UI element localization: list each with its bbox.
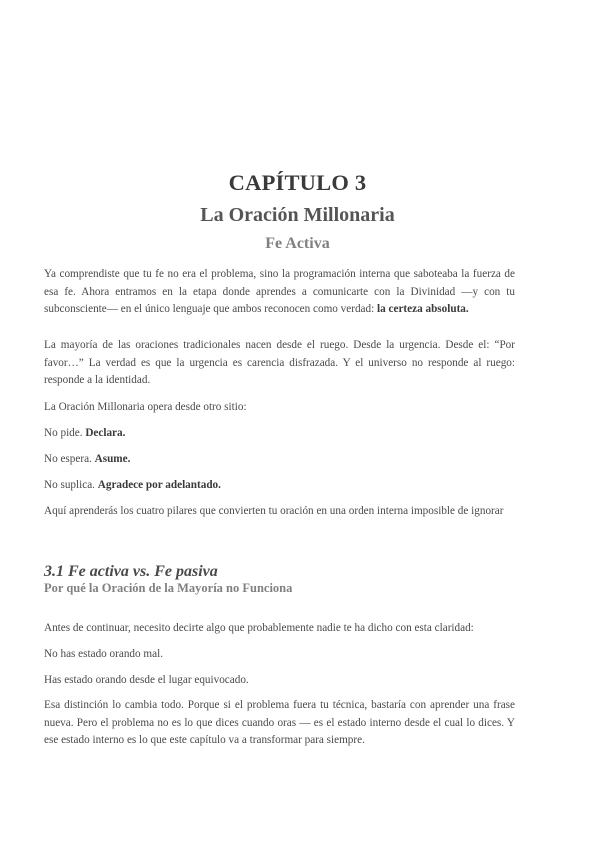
chapter-number: CAPÍTULO 3 bbox=[228, 170, 367, 195]
intro-paragraph-7 bbox=[44, 503, 515, 521]
chapter-title: La Oración Millonaria bbox=[200, 204, 395, 226]
intro-p7: Aquí aprenderás los cuatro pilares que convierten tu oración en una orden interna imposible de ignorar bbox=[44, 505, 504, 517]
section-p4: Esa distinción lo cambia todo. Porque si el problema fuera tu técnica, bastaría con aprender una frase nueva. Pero el problema no es lo que dices cuando oras — es el estado interno desde el cual lo dices. Y ese estado interno es lo que este capítulo va a transformar para siempre. bbox=[44, 699, 515, 747]
chapter-heading bbox=[0, 168, 595, 256]
chapter-subtitle: Fe Activa bbox=[265, 235, 330, 252]
intro-p2: La mayoría de las oraciones tradicionales nacen desde el ruego. Desde la urgencia. Desde el: “Por favor…” La verdad es que la urgencia es carencia disfrazada. Y el universo no responde al ruego: responde a la identidad. bbox=[44, 339, 515, 387]
section-title: 3.1 Fe activa vs. Fe pasiva bbox=[44, 563, 218, 580]
intro-p4-text: No pide. bbox=[44, 427, 86, 439]
intro-p5-bold: Asume. bbox=[94, 453, 131, 465]
intro-paragraph-3 bbox=[44, 399, 515, 417]
intro-p1-bold: la certeza absoluta. bbox=[377, 303, 469, 316]
intro-p3: La Oración Millonaria opera desde otro sitio: bbox=[44, 401, 247, 413]
section-paragraph-4 bbox=[44, 697, 515, 750]
intro-p6-bold: Agradece por adelantado. bbox=[97, 479, 221, 491]
intro-paragraph-5 bbox=[44, 451, 515, 469]
section-subtitle: Por qué la Oración de la Mayoría no Funciona bbox=[44, 581, 293, 595]
section-paragraph-1 bbox=[44, 620, 515, 638]
section-p2: No has estado orando mal. bbox=[44, 648, 163, 660]
section-p1: Antes de continuar, necesito decirte algo que probablemente nadie te ha dicho con esta claridad: bbox=[44, 622, 474, 634]
intro-p5-text: No espera. bbox=[44, 453, 95, 465]
section-p3: Has estado orando desde el lugar equivocado. bbox=[44, 674, 249, 686]
intro-p4-bold: Declara. bbox=[85, 427, 126, 439]
intro-p6-text: No suplica. bbox=[44, 479, 98, 491]
section-paragraph-2 bbox=[44, 646, 515, 664]
intro-paragraph-2 bbox=[44, 337, 515, 390]
intro-paragraph-1 bbox=[44, 266, 515, 319]
intro-paragraph-4 bbox=[44, 425, 515, 443]
intro-p1-text: Ya comprendiste que tu fe no era el problema, sino la programación interna que saboteaba la fuerza de esa fe. Ahora entramos en la etapa donde aprendes a comunicarte con la Divinidad —y con tu subconsciente— en el único lenguaje que ambos reconocen como verdad: bbox=[44, 268, 515, 316]
intro-paragraph-6 bbox=[44, 477, 515, 495]
section-paragraph-3 bbox=[44, 672, 515, 690]
